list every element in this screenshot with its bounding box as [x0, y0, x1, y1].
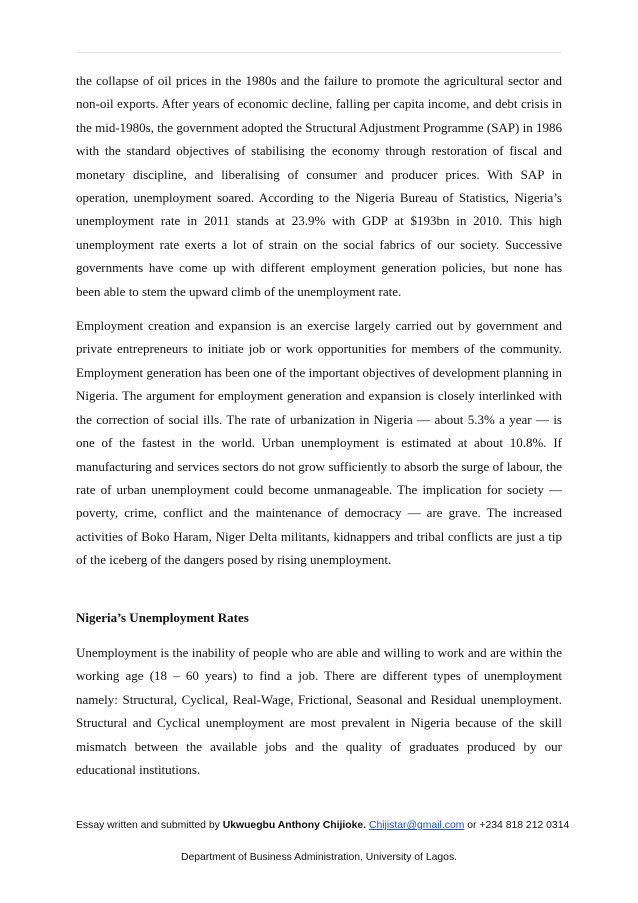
section-paragraph: Unemployment is the inability of people who are able and willing to work and are within the working age (18 – 60 years) to find a job. There are different types of unemployment namely: Structural, Cyclical, Real-Wage, Frictional, Seasonal and Residual unemployment. Structural and Cyclical unemployment are most prevalent in Nigeria because of the skill mismatch between the available jobs and the quality of graduates produced by our educational institutions. — [76, 644, 562, 777]
document-body — [76, 69, 562, 792]
footer-credit — [76, 820, 596, 831]
body-paragraph-1: the collapse of oil prices in the 1980s and the failure to promote the agricultural sector and non-oil exports. After years of economic decline, falling per capita income, and debt crisis in the mid-1980s, the government adopted the Structural Adjustment Programme (SAP) in 1986 with the standard objectives of stabilising the economy through restoration of fiscal and monetary discipline, and liberalising of consumer and producer prices. With SAP in operation, unemployment soared. According to the Nigeria Bureau of Statistics, Nigeria’s unemployment rate in 2011 stands at 23.9% with GDP at $193bn in 2010. This high unemployment rate exerts a lot of strain on the social fabrics of our society. Successive governments have come up with different employment generation policies, but none has been able to stem the upward climb of the unemployment rate. — [76, 73, 562, 299]
body-paragraph-2: Employment creation and expansion is an exercise largely carried out by government and private entrepreneurs to initiate job or work opportunities for members of the community. Employment generation has been one of the important objectives of development planning in Nigeria. The argument for employment generation and expansion is closely interlinked with the correction of social ills. The rate of urbanization in Nigeria — about 5.3% a year — is one of the fastest in the world. Urban unemployment is estimated at about 10.8%. If manufacturing and services sectors do not grow sufficiently to absorb the surge of labour, the rate of urban unemployment could become unmanageable. The implication for society — poverty, crime, conflict and the maintenance of democracy — are grave. The increased activities of Boko Haram, Niger Delta militants, kidnappers and tribal conflicts are just a tip of the iceberg of the dangers posed by rising unemployment. — [76, 318, 562, 568]
footer-author: Ukwuegbu Anthony Chijioke. — [222, 820, 367, 831]
footer-department: Department of Business Administration, University of Lagos. — [180, 852, 458, 863]
section-heading: Nigeria’s Unemployment Rates — [76, 609, 249, 625]
footer-phone: or +234 818 212 0314 — [464, 820, 570, 831]
header-divider — [76, 52, 562, 53]
footer-prefix: Essay written and submitted by — [76, 820, 223, 831]
footer-email-link[interactable]: Chijistar@gmail.com — [368, 820, 465, 831]
